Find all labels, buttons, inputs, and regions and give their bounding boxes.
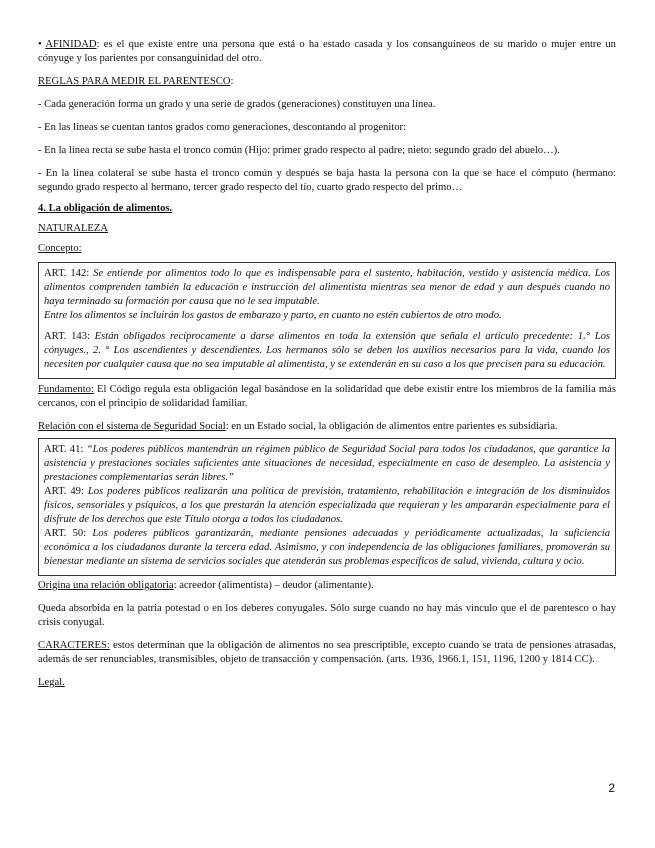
regla-item: - En las líneas se cuentan tantos grados como generaciones, descontando al progenitor: bbox=[38, 122, 407, 133]
section-title: 4. La obligación de alimentos. bbox=[38, 203, 173, 214]
art-50-text: Los poderes públicos garantizarán, mediante pensiones adecuadas y periódicamente actualizadas, la suficiencia económica a los ciudadanos durante la tercera edad. Asimismo, y con independencia de las obligaciones familiares, promoverán su bienestar mediante un sistema de servicios sociales que atenderán sus problemas específicos de salud, vivienda, cultura y ocio. bbox=[44, 528, 610, 567]
origina-label: Origina una relación obligatoria bbox=[38, 580, 174, 591]
art-50 bbox=[44, 527, 610, 569]
afinidad-paragraph bbox=[38, 38, 616, 66]
art-41 bbox=[44, 443, 610, 485]
page-number: 2 bbox=[608, 781, 615, 795]
art-142 bbox=[44, 267, 610, 309]
relacion-paragraph bbox=[38, 420, 616, 434]
afinidad-term: AFINIDAD bbox=[45, 39, 97, 50]
art-49-text: Los poderes públicos realizarán una política de previsión, tratamiento, rehabilitación e integración de los disminuidos físicos, sensoriales y psíquicos, a los que prestarán la atención especializada que requieran y les ampararán especialmente para el disfrute de los derechos que este Título otorga a todos los ciudadanos. bbox=[44, 486, 611, 525]
caracteres-label: CARACTERES: bbox=[38, 640, 110, 651]
articles-box-ce bbox=[38, 438, 616, 576]
origina-text: : acreedor (alimentista) – deudor (alimentante). bbox=[173, 580, 374, 591]
regla-item: - Cada generación forma un grado y una serie de grados (generaciones) constituyen una línea. bbox=[38, 99, 436, 110]
art-50-label: ART. 50: bbox=[44, 528, 93, 539]
caracteres-paragraph bbox=[38, 639, 616, 667]
art-143-label: ART. 143: bbox=[44, 331, 95, 342]
relacion-label: Relación con el sistema de Seguridad Social bbox=[38, 421, 226, 432]
queda-paragraph: Queda absorbida en la patria potestad o en los deberes conyugales. Sólo surge cuando no hay más vinculo que el de parentesco o hay crisis conyugal. bbox=[38, 603, 616, 628]
art-142-label: ART. 142: bbox=[44, 268, 94, 279]
legal-heading: Legal. bbox=[38, 677, 65, 688]
regla-item: - En la línea recta se sube hasta el tronco común (Hijo: primer grado respecto al padre; nieto: segundo grado del abuelo…). bbox=[38, 145, 560, 156]
art-49 bbox=[44, 485, 610, 527]
naturaleza-heading: NATURALEZA bbox=[38, 223, 109, 234]
art-49-label: ART. 49: bbox=[44, 486, 88, 497]
art-41-label: ART. 41: bbox=[44, 444, 87, 455]
document-page bbox=[38, 38, 616, 699]
fundamento-text: El Código regula esta obligación legal basándose en la solidaridad que debe existir entre los miembros de la familia más cercanos, con el principio de solidaridad familiar. bbox=[38, 384, 616, 409]
regla-item: - En la línea colateral se sube hasta el tronco común y después se baja hasta la persona con la que se hace el cómputo (hermano: segundo grado respecto al hermano, tercer grado respecto del tío, cuarto grado respecto del primo… bbox=[38, 168, 616, 193]
art-142-text2: Entre los alimentos se incluirán los gastos de embarazo y parto, en cuanto no estén cubiertos de otro modo. bbox=[44, 310, 502, 321]
fundamento-paragraph bbox=[38, 383, 616, 411]
origina-paragraph bbox=[38, 579, 616, 593]
art-41-text: “Los poderes públicos mantendrán un régimen público de Seguridad Social para todos los ciudadanos, que garantice la asistencia y prestaciones sociales suficientes ante situaciones de necesidad, especialmente en caso de desempleo. La asistencia y prestaciones complementarias serán libres.” bbox=[44, 444, 611, 483]
reglas-colon: : bbox=[230, 76, 234, 87]
art-142-text: Se entiende por alimentos todo lo que es indispensable para el sustento, habitación, vestido y asistencia médica. Los alimentos comprenden también la educación e instrucción del alimentista mientras sea menor de edad y aun después cuando no haya terminado su formación por causa que no le sea imputable. bbox=[44, 268, 610, 307]
caracteres-text: estos determinan que la obligación de alimentos no sea prescriptible, excepto cuando se trata de pensiones atrasadas, además de ser renunciables, transmisibles, objeto de transacción y compensación. (arts. 1936, 1966.1, 151, 1196, 1200 y 1814 CC). bbox=[38, 640, 616, 665]
articles-box-cc bbox=[38, 262, 616, 379]
reglas-heading-text: REGLAS PARA MEDIR EL PARENTESCO bbox=[38, 76, 231, 87]
art-143 bbox=[44, 330, 610, 372]
reglas-heading bbox=[38, 75, 616, 89]
fundamento-label: Fundamento: bbox=[38, 384, 94, 395]
bullet: • bbox=[38, 39, 46, 50]
art-142-continued bbox=[44, 309, 610, 323]
concepto-heading: Concepto: bbox=[38, 243, 82, 254]
afinidad-text: : es el que existe entre una persona que está o ha estado casada y los consanguíneos de su marido o mujer entre un cónyuge y los parientes por consanguinidad del otro. bbox=[38, 39, 616, 64]
art-143-text: Están obligados recíprocamente a darse alimentos en toda la extensión que señala el artículo precedente: 1.° Los cónyuges., 2. ° Los ascendientes y descendientes. Los hermanos sólo se deben los auxilios necesarios para la vida, cuando los necesiten por cualquier causa que no sea imputable al alimentista, y se extenderán en su caso a los que precisen para su educación. bbox=[44, 331, 610, 370]
relacion-text: : en un Estado social, la obligación de alimentos entre parientes es subsidiaria. bbox=[225, 421, 558, 432]
